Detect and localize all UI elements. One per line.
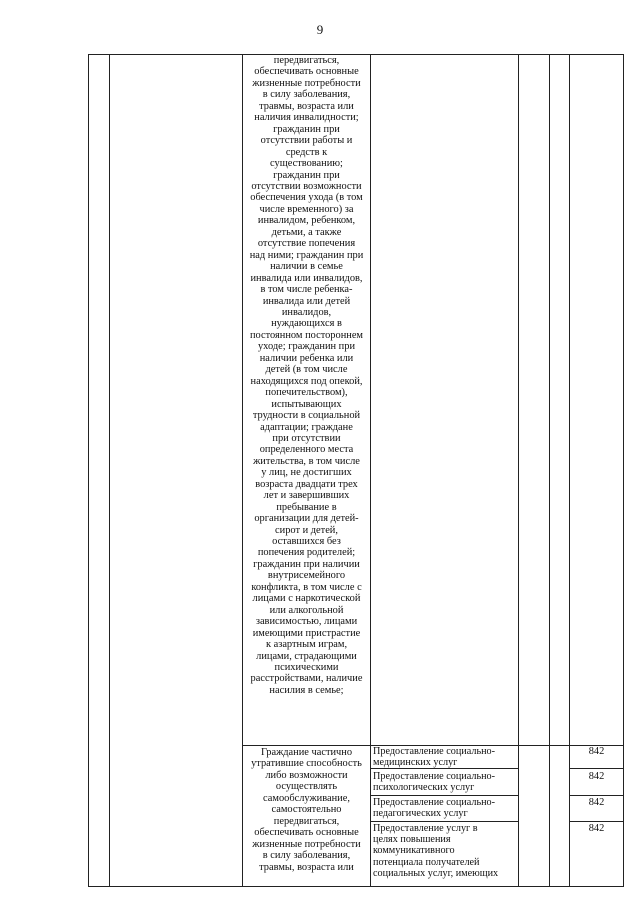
text-line: трудности в социальной (252, 410, 361, 422)
text-line: испытывающих (271, 398, 342, 410)
text-line: обеспечения ухода (в том (250, 192, 363, 204)
text-line: имеющими пристрастие (252, 627, 361, 639)
text-line: лет и завершивших (263, 490, 350, 502)
service-psychological-line-2: психологических услуг (373, 782, 475, 794)
text-line: инвалида или инвалидов, (250, 272, 363, 284)
text-line: жизненные потребности (252, 77, 361, 89)
service-medical (373, 746, 521, 768)
table-border-left (88, 54, 89, 887)
text-line: лицами с наркотической (252, 593, 361, 605)
service-pedagogical (373, 797, 521, 819)
text-line: попечительством), (265, 387, 348, 399)
service-pedagogical-value: 842 (588, 797, 605, 808)
table-border-bottom (88, 886, 624, 887)
text-line: существованию; (270, 158, 343, 170)
text-line: отсутствие попечения (257, 238, 356, 250)
column-line-1 (109, 54, 110, 887)
text-line: адаптации; граждане (260, 421, 353, 433)
service-communicative-line-1: Предоставление услуг в (373, 823, 478, 834)
text-line: самостоятельно (271, 804, 342, 816)
text-line: организации для детей- (254, 513, 359, 525)
text-line: наличии в семье (270, 261, 343, 273)
text-line: лицами, страдающими (256, 650, 357, 662)
service-communicative (373, 823, 521, 879)
text-line: либо возможности (265, 769, 348, 781)
page-number: 9 (316, 22, 324, 37)
category-text-continued (243, 55, 370, 696)
table-border-right (623, 54, 624, 887)
text-line: зависимостью, лицами (255, 616, 358, 628)
text-line: передвигаться, (273, 55, 340, 66)
text-line: инвалидом, ребенком, (257, 215, 356, 227)
text-line: утратившие способность (251, 758, 362, 770)
text-line: над ними; гражданин при (249, 249, 364, 261)
service-medical-line-1: Предоставление социально- (373, 746, 496, 757)
text-line: наличия инвалидности; (254, 112, 359, 124)
text-line: расстройствами, наличие (250, 673, 363, 685)
text-line: средств к (285, 146, 328, 158)
text-line: гражданин при наличии (253, 558, 360, 570)
service-medical-value: 842 (588, 746, 605, 757)
text-line: инвалида или детей (262, 295, 351, 307)
category-text-partial-self-care (243, 747, 370, 873)
text-line: конфликта, в том числе с (251, 581, 362, 593)
value-separator-3 (569, 821, 624, 822)
text-line: жизненные потребности (252, 838, 361, 850)
text-line: внутрисемейного (267, 570, 346, 582)
service-psychological-value: 842 (588, 771, 605, 782)
text-line: в том числе ребенка- (260, 284, 353, 296)
service-psychological (373, 771, 521, 793)
text-line: отсутствии работы и (260, 135, 353, 147)
text-line: сирот и детей, (275, 524, 338, 536)
text-line: обеспечивать основные (254, 827, 359, 839)
text-line: нуждающихся в (271, 318, 342, 330)
value-separator-2 (569, 795, 624, 796)
text-line: или алкогольной (269, 604, 344, 616)
text-line: попечения родителей; (257, 547, 356, 559)
service-communicative-line-2: целях повышения (373, 834, 451, 846)
text-line: в силу заболевания, (262, 850, 351, 862)
service-separator-3 (370, 821, 519, 822)
text-line: инвалидов, (281, 306, 332, 318)
text-line: в силу заболевания, (262, 89, 351, 101)
service-communicative-line-5: социальных услуг, имеющих (373, 867, 499, 879)
text-line: передвигаться, (273, 815, 340, 827)
text-line: жительства, в том числе (253, 455, 360, 467)
service-medical-line-2: медицинских услуг (373, 757, 458, 769)
text-line: определенного места (259, 444, 354, 456)
text-line: возраста двадцати трех (255, 478, 358, 490)
text-line: отсутствии возможности (251, 180, 362, 192)
service-pedagogical-line-2: педагогических услуг (373, 808, 468, 820)
text-line: детей (в том числе (265, 364, 348, 376)
text-line: у лиц, не достигших (261, 467, 352, 479)
column-line-5 (549, 54, 550, 887)
text-line: пребывание в (276, 501, 337, 513)
text-line: при отсутствии (272, 432, 341, 444)
text-line: гражданин при (273, 169, 340, 181)
text-line: травмы, возраста или (259, 861, 354, 873)
service-pedagogical-line-1: Предоставление социально- (373, 797, 496, 808)
text-line: Граждание частично (260, 747, 353, 758)
text-line: обеспечивать основные (254, 66, 359, 78)
text-line: постоянном постороннем (249, 329, 364, 341)
text-line: гражданин при (273, 123, 340, 135)
text-line: осуществлять (275, 781, 338, 793)
text-line: оставшихся без (272, 536, 341, 548)
text-line: насилия в семье; (269, 684, 344, 696)
text-line: наличии ребенка или (259, 352, 354, 364)
text-line: психическими (274, 662, 339, 674)
text-line: детьми, а также (271, 226, 342, 238)
text-line: находящихся под опекой, (250, 375, 363, 387)
text-line: самообслуживание, (263, 792, 350, 804)
service-separator-2 (370, 795, 519, 796)
text-line: уходе; гражданин при (257, 341, 356, 353)
service-communicative-value: 842 (588, 823, 605, 834)
value-separator-1 (569, 768, 624, 769)
text-line: к азартным играм, (265, 639, 348, 651)
column-line-3 (370, 54, 371, 887)
service-communicative-line-4: потенциала получателей (373, 856, 480, 868)
service-communicative-line-3: коммуникативного (373, 845, 455, 857)
column-line-6 (569, 54, 570, 887)
text-line: травмы, возраста или (259, 100, 354, 112)
service-psychological-line-1: Предоставление социально- (373, 771, 496, 782)
text-line: числе временного) за (259, 203, 354, 215)
